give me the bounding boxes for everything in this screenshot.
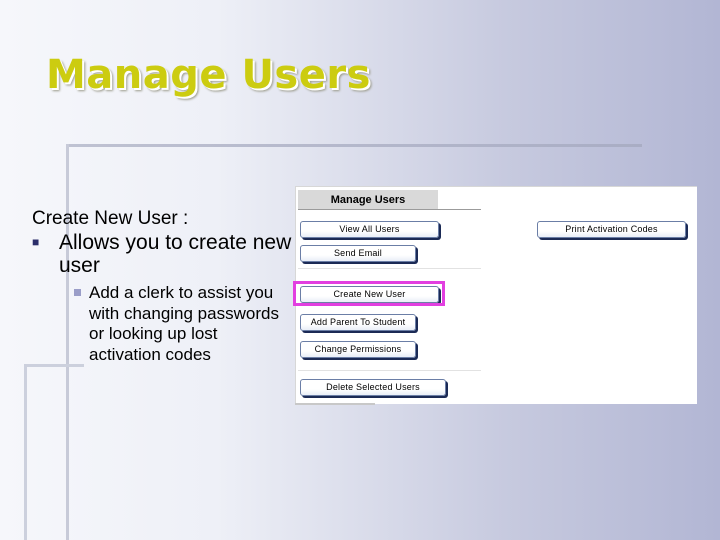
tab-underline — [298, 209, 481, 210]
decorative-line-top — [66, 144, 642, 147]
create-new-user-button[interactable]: Create New User — [300, 286, 439, 303]
bullet-sub — [32, 283, 279, 365]
section-divider — [298, 370, 481, 371]
decorative-line-bottom-left — [24, 364, 27, 540]
add-parent-to-student-button[interactable]: Add Parent To Student — [300, 314, 416, 331]
slide-title: Manage Users — [46, 52, 371, 98]
small-square-bullet-icon — [74, 289, 81, 296]
delete-selected-users-button[interactable]: Delete Selected Users — [300, 379, 446, 396]
bullet-main — [32, 231, 309, 277]
square-bullet-icon: ■ — [32, 235, 40, 249]
heading-suffix: : — [177, 208, 189, 229]
horizontal-scrollbar[interactable] — [295, 403, 375, 405]
print-activation-codes-button[interactable]: Print Activation Codes — [537, 221, 686, 238]
view-all-users-button[interactable]: View All Users — [300, 221, 439, 238]
bullet-main-text: Allows you to create new user — [59, 231, 292, 277]
slide-body — [32, 208, 309, 365]
section-divider — [298, 268, 481, 269]
bullet-sub-text: Add a clerk to assist you with changing passwords or looking up lost activation codes — [89, 283, 279, 364]
change-permissions-button[interactable]: Change Permissions — [300, 341, 416, 358]
send-email-button[interactable]: Send Email — [300, 245, 416, 262]
tab-manage-users[interactable]: Manage Users — [298, 190, 438, 210]
heading-line — [32, 208, 309, 230]
heading-label: Create New User — [32, 208, 178, 229]
highlight-box — [293, 281, 445, 306]
